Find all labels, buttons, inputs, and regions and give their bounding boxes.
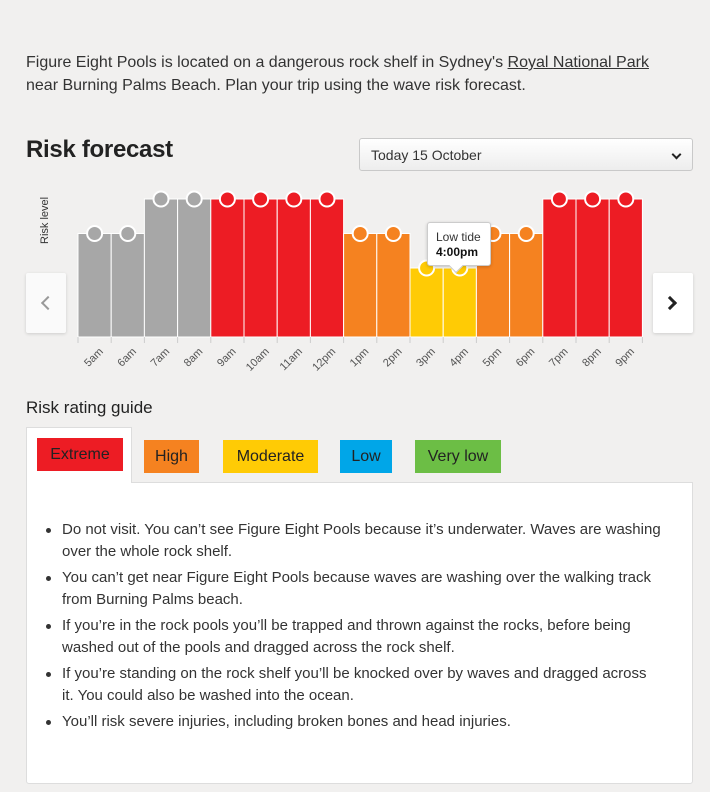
bar-8pm[interactable] <box>576 199 609 337</box>
bar-11am[interactable] <box>277 199 310 337</box>
royal-national-park-link[interactable]: Royal National Park <box>507 54 649 71</box>
low-tide-tooltip <box>427 222 491 266</box>
bar-marker-8am <box>187 192 202 207</box>
x-tick-label: 3pm <box>414 345 438 370</box>
tab-low[interactable]: Low <box>340 440 392 473</box>
bar-marker-12pm <box>320 192 335 207</box>
bar-marker-7am <box>154 192 169 207</box>
x-tick-label: 7pm <box>546 345 571 370</box>
tab-very-low[interactable]: Very low <box>415 440 501 473</box>
x-tick-label: 2pm <box>380 345 405 370</box>
tooltip-time: 4:00pm <box>436 245 479 259</box>
x-tick-label: 6am <box>115 345 140 370</box>
x-tick-label: 11am <box>277 345 306 374</box>
x-tick-label: 5pm <box>480 345 505 370</box>
bar-marker-11am <box>286 192 301 207</box>
bar-3pm[interactable] <box>410 268 443 337</box>
list-item: You can’t get near Figure Eight Pools because waves are washing over the walking track from Burning Palms beach. <box>62 567 662 611</box>
bar-2pm[interactable] <box>377 234 410 338</box>
chevron-right-icon <box>663 296 677 310</box>
next-button[interactable] <box>653 273 693 333</box>
list-item: If you’re standing on the rock shelf you’ll be knocked over by waves and dragged across it. You could also be washed into the ocean. <box>62 663 662 707</box>
bar-marker-9am <box>220 192 235 207</box>
bar-marker-2pm <box>386 226 401 241</box>
list-item: Do not visit. You can’t see Figure Eight Pools because it’s underwater. Waves are washing over the whole rock shelf. <box>62 519 662 563</box>
intro-text-before: Figure Eight Pools is located on a dangerous rock shelf in Sydney's <box>26 54 508 71</box>
bar-1pm[interactable] <box>344 234 377 338</box>
tab-high[interactable]: High <box>144 440 199 473</box>
bar-marker-1pm <box>353 226 368 241</box>
x-tick-label: 9pm <box>613 345 638 370</box>
bar-7pm[interactable] <box>543 199 576 337</box>
list-item: If you’re in the rock pools you’ll be trapped and thrown against the rocks, before being washed out of the pools and dragged across the rock shelf. <box>62 615 662 659</box>
bar-marker-9pm <box>618 192 633 207</box>
x-tick-label: 8am <box>181 345 206 370</box>
bar-9am[interactable] <box>211 199 244 337</box>
x-tick-label: 7am <box>148 345 173 370</box>
x-tick-label: 5am <box>82 345 106 370</box>
bar-marker-7pm <box>552 192 567 207</box>
bar-marker-6am <box>120 226 135 241</box>
tooltip-title: Low tide <box>436 230 481 244</box>
risk-chart <box>0 0 710 380</box>
bar-marker-10am <box>253 192 268 207</box>
risk-rating-panel <box>26 482 693 784</box>
bar-marker-8pm <box>585 192 600 207</box>
x-tick-label: 4pm <box>447 345 472 370</box>
bar-8am[interactable] <box>178 199 211 337</box>
x-tick-label: 8pm <box>580 345 604 370</box>
x-tick-label: 10am <box>243 345 272 374</box>
bar-6am[interactable] <box>111 234 144 338</box>
chart-y-axis-label: Risk level <box>39 196 51 244</box>
previous-button[interactable] <box>26 273 66 333</box>
bar-5am[interactable] <box>78 234 111 338</box>
risk-rating-guide-title: Risk rating guide <box>26 398 153 417</box>
risk-forecast-heading: Risk forecast <box>26 136 173 163</box>
bar-7am[interactable] <box>144 199 177 337</box>
bar-6pm[interactable] <box>510 234 543 338</box>
date-select-value: Today 15 October <box>371 147 482 163</box>
x-tick-label: 1pm <box>347 345 372 370</box>
bar-10am[interactable] <box>244 199 277 337</box>
chevron-left-icon <box>41 296 55 310</box>
list-item: You’ll risk severe injuries, including broken bones and head injuries. <box>62 711 662 733</box>
bar-marker-5am <box>87 226 102 241</box>
risk-rating-list <box>27 483 692 733</box>
bar-12pm[interactable] <box>310 199 343 337</box>
bar-4pm[interactable] <box>443 268 476 337</box>
bar-marker-6pm <box>519 226 534 241</box>
tab-moderate[interactable]: Moderate <box>223 440 318 473</box>
bar-9pm[interactable] <box>609 199 642 337</box>
tab-extreme[interactable]: Extreme <box>37 438 123 471</box>
x-tick-label: 6pm <box>513 345 538 370</box>
intro-text-after: near Burning Palms Beach. Plan your trip using the wave risk forecast. <box>26 77 526 94</box>
x-tick-label: 9am <box>214 345 239 370</box>
x-tick-label: 12pm <box>310 345 339 374</box>
